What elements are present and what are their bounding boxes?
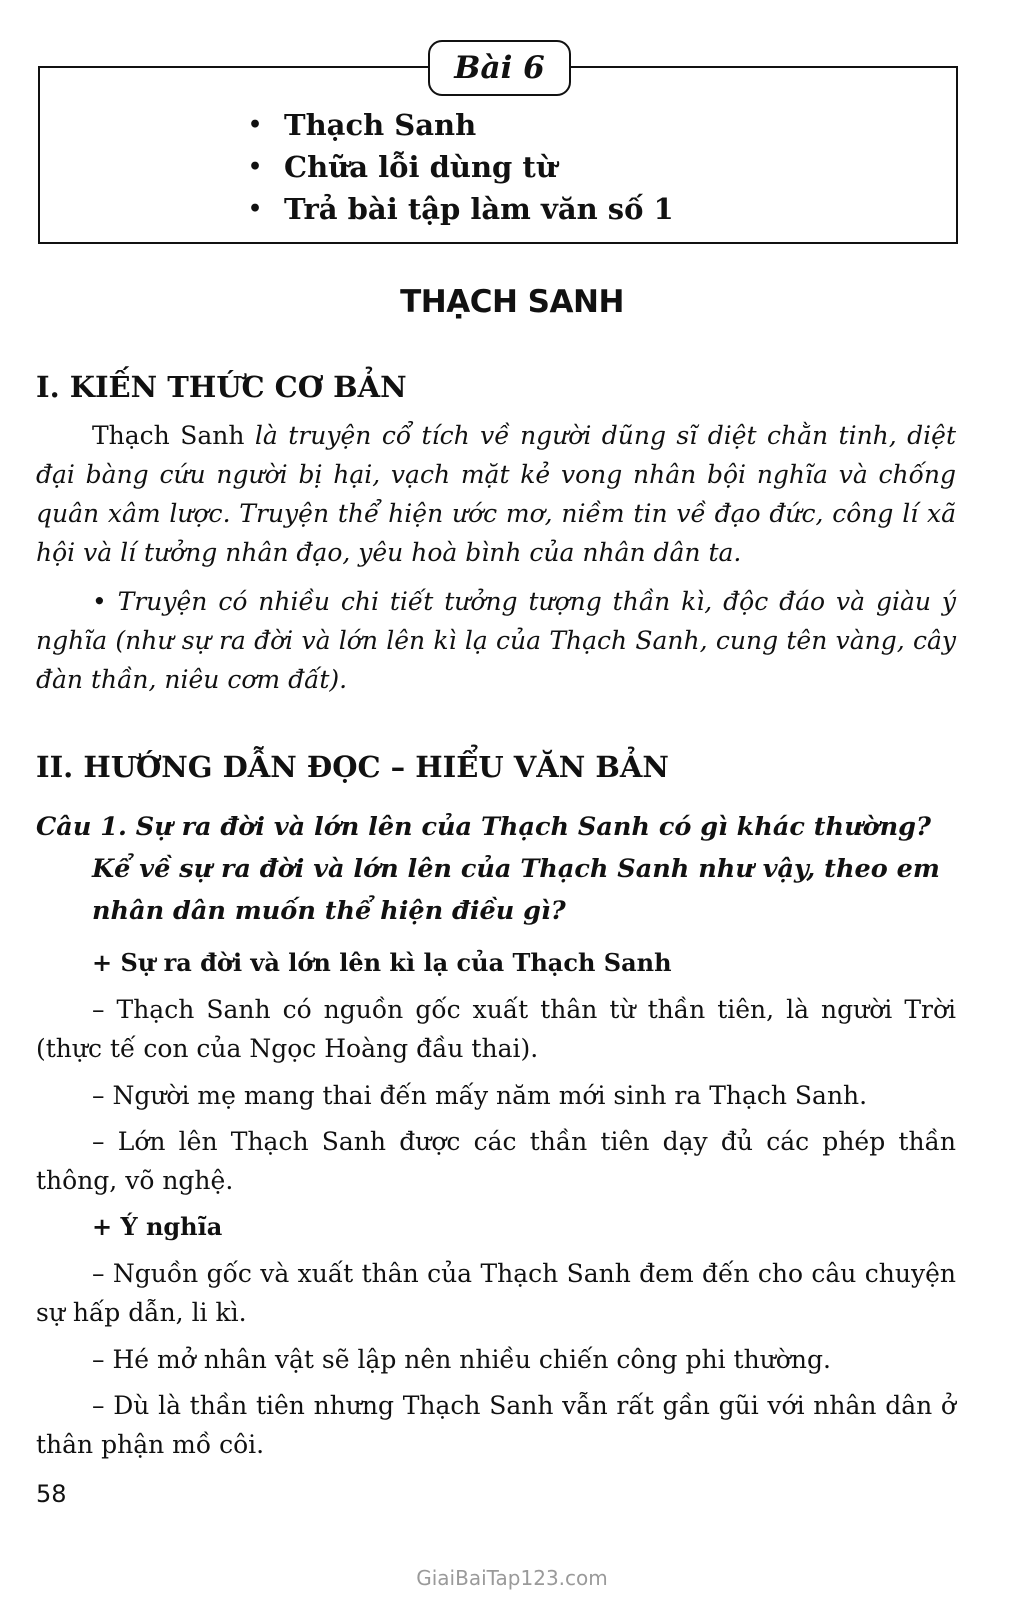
list-item: – Thạch Sanh có nguồn gốc xuất thân từ thần tiên, là người Trời (thực tế con của Ngọc Hoàng đầu thai). [36,995,956,1063]
detail-paragraph: • Truyện có nhiều chi tiết tưởng tượng thần kì, độc đáo và giàu ý nghĩa (như sự ra đời và lớn lên kì lạ của Thạch Sanh, cung tên vàng, cây đàn thần, niêu cơm đất). [36,587,956,694]
list-item: – Nguồn gốc và xuất thân của Thạch Sanh đem đến cho câu chuyện sự hấp dẫn, li kì. [36,1259,956,1327]
section-heading-1: I. KIẾN THỨC CƠ BẢN [36,370,407,404]
section-heading-2: II. HƯỚNG DẪN ĐỌC – HIỂU VĂN BẢN [36,750,669,784]
question-1: Câu 1. Sự ra đời và lớn lên của Thạch Sanh có gì khác thường? Kể về sự ra đời và lớn lên của Thạch Sanh như vậy, theo em nhân dân muốn thể hiện điều gì? [36,812,940,926]
list-item: – Hé mở nhân vật sẽ lập nên nhiều chiến công phi thường. [92,1345,831,1374]
list-item: – Người mẹ mang thai đến mấy năm mới sinh ra Thạch Sanh. [92,1081,868,1110]
subheading-origin: + Sự ra đời và lớn lên kì lạ của Thạch Sanh [92,948,672,977]
watermark: GiaiBaiTap123.com [416,1566,608,1590]
list-item: – Lớn lên Thạch Sanh được các thần tiên dạy đủ các phép thần thông, võ nghệ. [36,1127,956,1195]
topic-item: • Chữa lỗi dùng từ [248,146,674,188]
page-title: THẠCH SANH [400,284,624,320]
list-item: – Dù là thần tiên nhưng Thạch Sanh vẫn rất gần gũi với nhân dân ở thân phận mồ côi. [36,1391,956,1459]
bullet-icon: • [248,154,263,180]
subheading-meaning: + Ý nghĩa [92,1212,223,1241]
bullet-icon: • [248,112,263,138]
page-number: 58 [36,1480,67,1508]
lesson-badge: Bài 6 [428,40,571,96]
topic-item: • Trả bài tập làm văn số 1 [248,188,674,230]
bullet-icon: • [248,196,263,222]
topic-item: • Thạch Sanh [248,104,674,146]
intro-paragraph: Thạch Sanh là truyện cổ tích về người dũng sĩ diệt chằn tinh, diệt đại bàng cứu người bị hại, vạch mặt kẻ vong nhân bội nghĩa và chống quân xâm lược. Truyện thể hiện ước mơ, niềm tin về đạo đức, công lí xã hội và lí tưởng nhân đạo, yêu hoà bình của nhân dân ta. [36,421,957,567]
lesson-topics [248,104,674,230]
